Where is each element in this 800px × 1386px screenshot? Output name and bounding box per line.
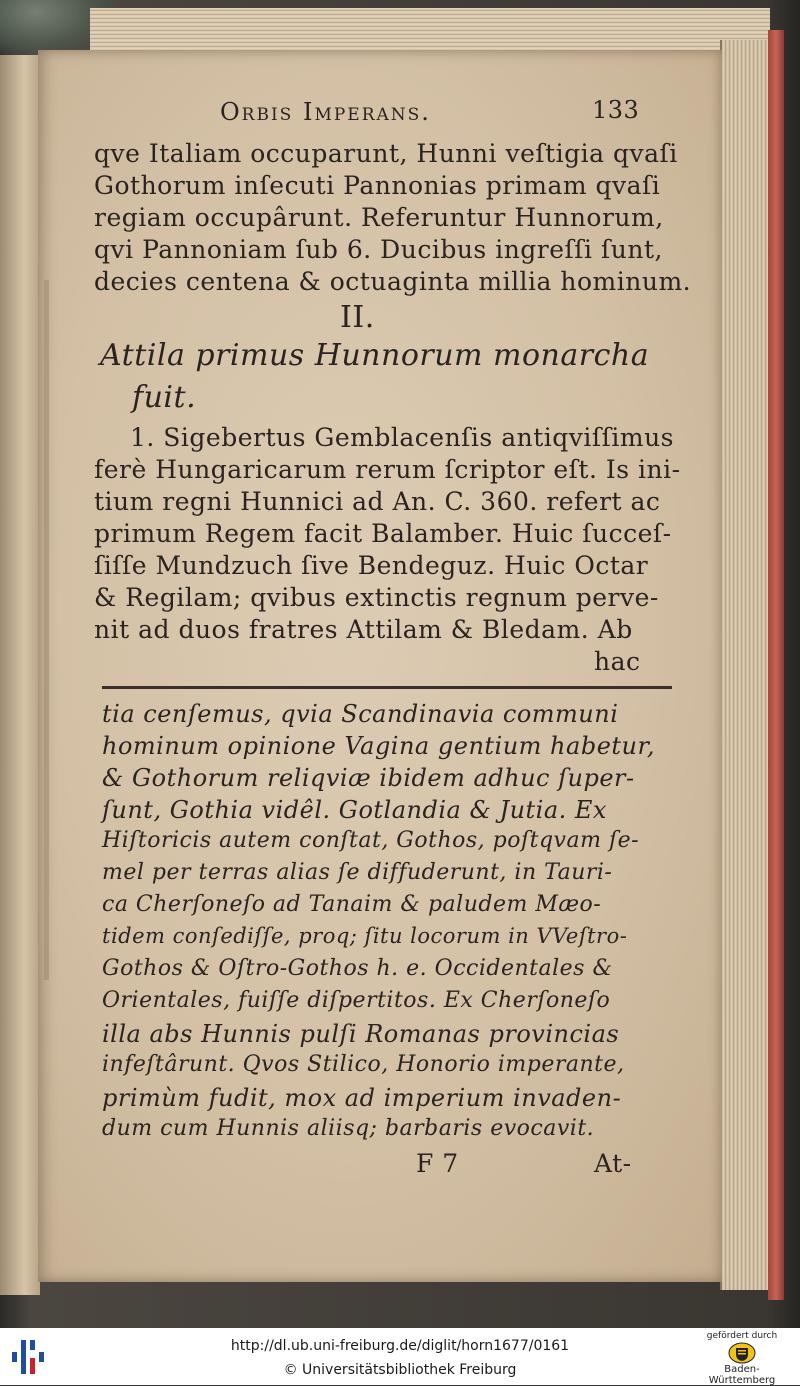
text-line: qvi Pannoniam ſub 6. Ducibus ingreſſi ſunt, <box>94 235 663 264</box>
footnote-line: illa abs Hunnis pulſi Romanas provincias <box>102 1020 620 1048</box>
paragraph-line: primum Regem facit Balamber. Huic ſucceſ- <box>94 519 672 548</box>
paragraph-line: hac <box>594 647 641 676</box>
signature-mark: F 7 <box>416 1149 459 1178</box>
footnote-line: Hiſtoricis autem conſtat, Gothos, poſtqvam ſe- <box>102 828 640 853</box>
state-coat-of-arms-icon <box>727 1342 757 1364</box>
copyright-text: © Universitätsbibliothek Freiburg <box>283 1362 517 1378</box>
paragraph-line: ſiſſe Mundzuch ſive Bendeguz. Huic Octar <box>94 551 649 580</box>
footnote-line: Orientales, fuiſſe diſpertitos. Ex Cherſoneſo <box>102 988 611 1013</box>
paragraph-line: tium regni Hunnici ad An. C. 360. refert ac <box>94 487 661 516</box>
sponsor-name: Baden-Württemberg <box>708 1364 776 1386</box>
text-line: regiam occupârunt. Referuntur Hunnorum, <box>94 203 664 232</box>
sponsor-label: gefördert durch <box>706 1331 778 1341</box>
footnote-line: Gothos & Oſtro-Gothos h. e. Occidentales & <box>102 956 613 981</box>
footnote-line: primùm fudit, mox ad imperium invaden- <box>102 1084 622 1112</box>
sponsor-block <box>694 1331 790 1386</box>
text-line: Gothorum inſecuti Pannonias primam qvaſi <box>94 171 661 200</box>
paragraph-line: 1. Sigebertus Gemblacenſis antiqviſſimus <box>130 423 674 452</box>
section-title: Attila primus Hunnorum monarcha <box>100 338 650 373</box>
footnote-line: dum cum Hunnis aliisq; barbaris evocavit. <box>102 1116 595 1141</box>
text-line: qve Italiam occuparunt, Hunni veſtigia qvaſi <box>94 139 678 168</box>
footnote-line: ſunt, Gothia vidêl. Gotlandia & Jutia. Ex <box>102 796 607 824</box>
page-fold <box>44 280 49 980</box>
footnote-line: tia cenſemus, qvia Scandinavia communi <box>102 700 619 728</box>
text-line: decies centena & octuaginta millia hominum. <box>94 267 692 296</box>
footnote-line: & Gothorum reliqviæ ibidem adhuc ſuper- <box>102 764 635 792</box>
permalink-link[interactable]: http://dl.ub.uni-freiburg.de/diglit/horn1677/0161 <box>230 1338 570 1354</box>
viewer-footer <box>0 1328 800 1385</box>
running-head: Orbis Imperans. <box>220 98 431 126</box>
footnote-line: ca Cherſoneſo ad Tanaim & paludem Mæo- <box>102 892 602 917</box>
paragraph-line: nit ad duos fratres Attilam & Bledam. Ab <box>94 615 633 644</box>
red-page-edge <box>768 30 784 1300</box>
footnote-line: hominum opinione Vagina gentium habetur, <box>102 732 655 760</box>
footnote-line: mel per terras alias ſe diffuderunt, in Tauri- <box>102 860 613 885</box>
paragraph-line: & Regilam; qvibus extinctis regnum perve- <box>94 583 659 612</box>
section-title-continued: fuit. <box>132 380 197 415</box>
section-number: II. <box>340 300 375 335</box>
page-number: 133 <box>592 96 640 124</box>
previous-page-edge <box>0 55 40 1295</box>
footnote-rule <box>102 686 672 689</box>
book-page <box>38 50 722 1282</box>
paragraph-line: ferè Hungaricarum rerum ſcriptor eſt. Is ini- <box>94 455 681 484</box>
catchword: At- <box>594 1149 632 1178</box>
footnote-line: tidem conſediſſe, proq; ſitu locorum in VVeſtro- <box>102 924 628 948</box>
footnote-line: infeſtârunt. Qvos Stilico, Honorio imperante, <box>102 1052 625 1077</box>
